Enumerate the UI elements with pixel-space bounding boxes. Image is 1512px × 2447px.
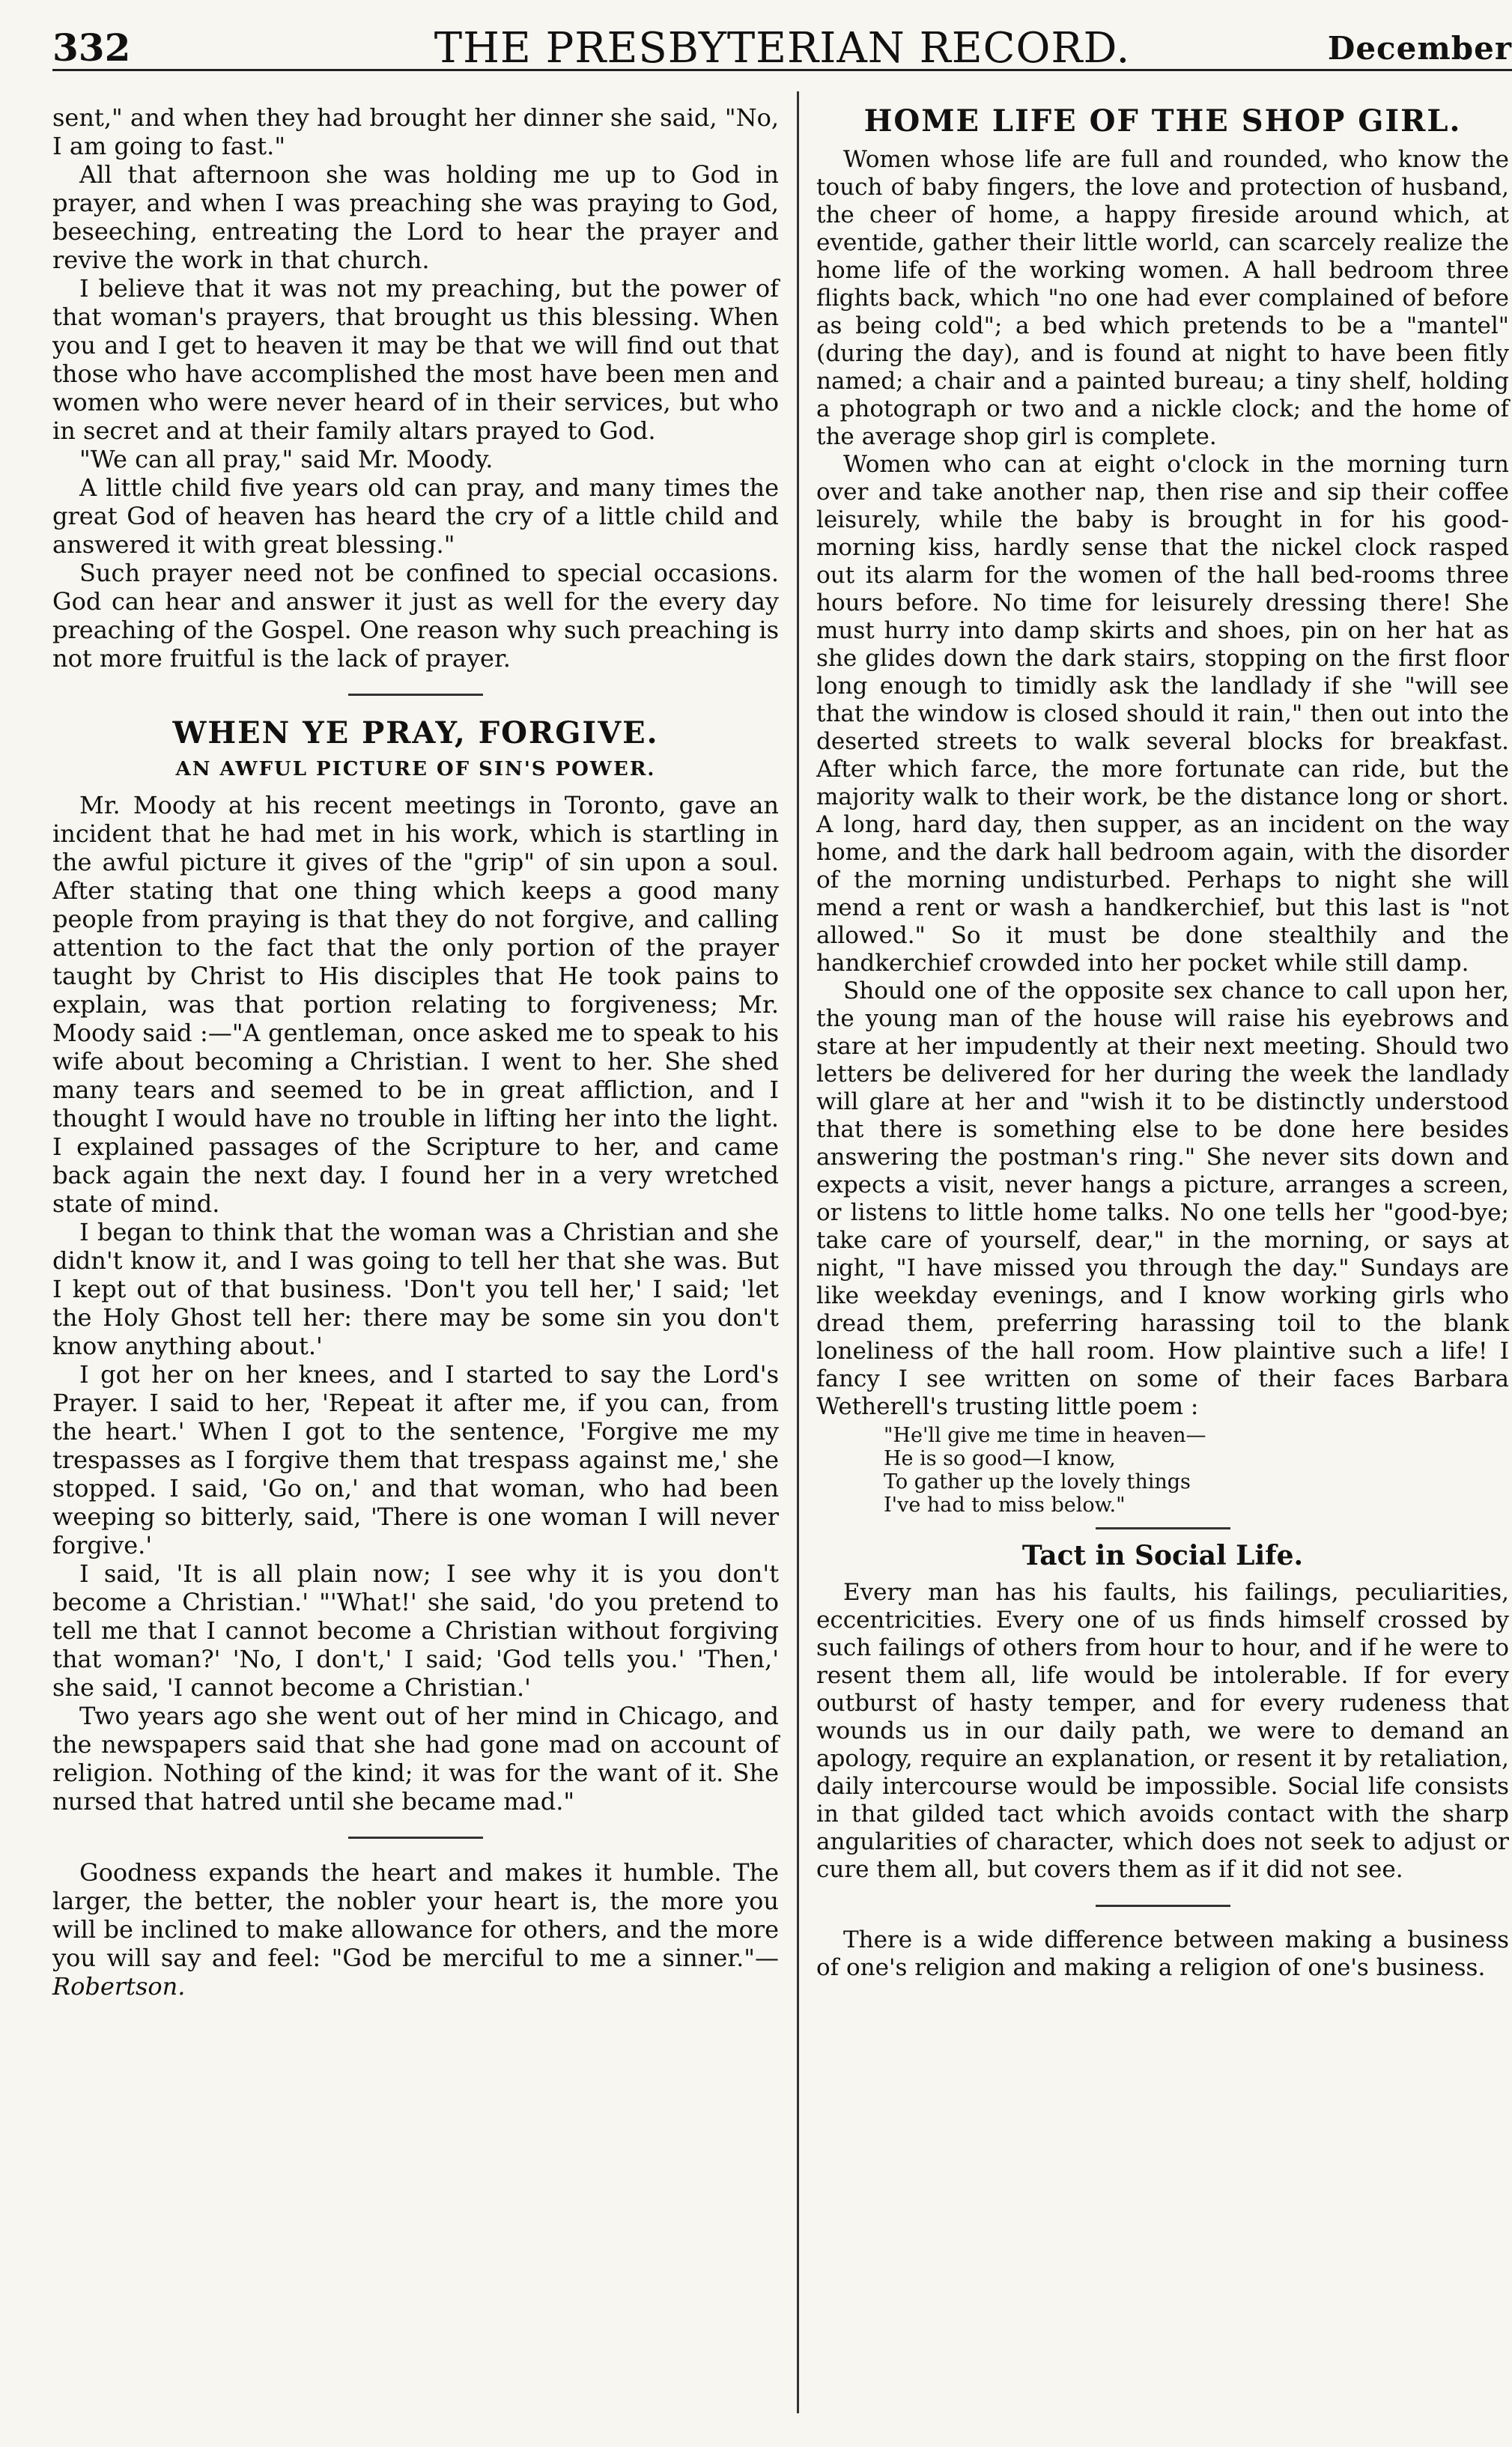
paragraph: Women whose life are full and rounded, who know the touch of baby fingers, the love and protection of husband, the cheer of home, a happy fireside around which, at eventide, gather their little world, can scarcely realize the home life of the working women. A hall bedroom three flights back, which "no one had ever complained of before as being cold"; a bed which pretends to be a "mantel" (during the day), and is found at night to have been fitly named; a chair and a painted bureau; a tiny shelf, holding a photograph or two and a nickle clock; and the home of the average shop girl is complete.	[816, 146, 1509, 450]
issue-month: December	[1327, 30, 1512, 67]
page-number: 332	[52, 25, 131, 70]
article-heading: Tact in Social Life.	[1021, 1540, 1304, 1571]
page-header	[52, 22, 1512, 71]
section-divider	[348, 1837, 483, 1839]
poem-line: To gather up the lovely things	[884, 1470, 1191, 1494]
section-divider	[1096, 1905, 1230, 1907]
paragraph: There is a wide difference between making a business of one's religion and making a religion of one's business.	[816, 1926, 1509, 1981]
paragraph: Two years ago she went out of her mind in Chicago, and the newspapers said that she had gone mad on account of religion. Nothing of the kind; it was for the want of it. She nursed that hatred until she became mad."	[52, 1702, 779, 1816]
paragraph: I got her on her knees, and I started to say the Lord's Prayer. I said to her, 'Repeat it after me, if you can, from the heart.' When I got to the sentence, 'Forgive me my trespasses as I forgive them that trespass against me,' she stopped. I said, 'Go on,' and that woman, who had been weeping so bitterly, said, 'There is one woman I will never forgive.'	[52, 1360, 779, 1559]
poem	[816, 1424, 1509, 1517]
section-divider	[348, 694, 483, 696]
paragraph: I said, 'It is all plain now; I see why it is you don't become a Christian.' "'What!' she said, 'do you pretend to tell me that I cannot become a Christian without forgiving that woman?' 'No, I don't,' I said; 'God tells you.' 'Then,' she said, 'I cannot become a Christian.'	[52, 1559, 779, 1702]
left-column	[52, 103, 779, 2001]
poem-line: He is so good—I know,	[884, 1447, 1116, 1470]
article-heading: WHEN YE PRAY, FORGIVE.	[172, 715, 659, 751]
paragraph: Such prayer need not be confined to special occasions. God can hear and answer it just as well for the every day preaching of the Gospel. One reason why such preaching is not more fruitful is the lack of prayer.	[52, 559, 779, 673]
quote-paragraph	[52, 1858, 779, 2001]
right-column	[816, 103, 1509, 1982]
paragraph: Mr. Moody at his recent meetings in Toronto, gave an incident that he had met in his work, which is startling in the awful picture it gives of the "grip" of sin upon a soul. After stating that one thing which keeps a good many people from praying is that they do not forgive, and calling attention to the fact that the only portion of the prayer taught by Christ to His disciples that He took pains to explain, was that portion relating to forgiveness; Mr. Moody said :—"A gentleman, once asked me to speak to his wife about becoming a Christian. I went to her. She shed many tears and seemed to be in great affliction, and I thought I would have no trouble in lifting her into the light. I explained passages of the Scripture to her, and came back again the next day. I found her in a very wretched state of mind.	[52, 791, 779, 1218]
running-title: THE PRESBYTERIAN RECORD.	[434, 24, 1131, 73]
column-divider-rule	[797, 91, 799, 2413]
paragraph: A little child five years old can pray, and many times the great God of heaven has heard the cry of a little child and answered it with great blessing."	[52, 473, 779, 559]
paragraph: "We can all pray," said Mr. Moody.	[79, 445, 494, 473]
article-heading: HOME LIFE OF THE SHOP GIRL.	[863, 103, 1462, 139]
poem-line: "He'll give me time in heaven—	[884, 1424, 1206, 1447]
paragraph: Women who can at eight o'clock in the morning turn over and take another nap, then rise and sip their coffee leisurely, while the baby is brought in for his good-morning kiss, hardly sense that the nickel clock rasped out its alarm for the women of the hall bed-rooms three hours before. No time for leisurely dressing there! She must hurry into damp skirts and shoes, pin on her hat as she glides down the dark stairs, stopping on the first floor long enough to timidly ask the landlady if she "will see that the window is closed should it rain," then out into the deserted streets to walk several blocks for breakfast. After which farce, the more fortunate can ride, but the majority walk to their work, be the distance long or short. A long, hard day, then supper, as an incident on the way home, and the dark hall bedroom again, with the disorder of the morning undisturbed. Perhaps to night she will mend a rent or wash a handkerchief, but this last is "not allowed." So it must be done stealthily and the handkerchief crowded into her pocket while still damp.	[816, 451, 1509, 977]
paragraph: Should one of the opposite sex chance to call upon her, the young man of the house will raise his eyebrows and stare at her impudently at their next meeting. Should two letters be delivered for her during the week the landlady will glare at her and "wish it to be distinctly understood that there is something else to be done here besides answering the postman's ring." She never sits down and expects a visit, never hangs a picture, arranges a screen, or listens to little home talks. No one tells her "good-bye; take care of yourself, dear," in the morning, or says at night, "I have missed you through the day." Sundays are like weekday evenings, and I know working girls who dread them, preferring harassing toil to the blank loneliness of the hall room. How plaintive such a life! I fancy I see written on some of their faces Barbara Wetherell's trusting little poem :	[816, 977, 1509, 1420]
article-subheading: AN AWFUL PICTURE OF SIN'S POWER.	[175, 758, 656, 780]
paragraph: sent," and when they had brought her dinner she said, "No, I am going to fast."	[52, 103, 779, 160]
paragraph: I began to think that the woman was a Christian and she didn't know it, and I was going to tell her that she was. But I kept out of that business. 'Don't you tell her,' I said; 'let the Holy Ghost tell her: there may be some sin you don't know anything about.'	[52, 1218, 779, 1360]
paragraph: All that afternoon she was holding me up to God in prayer, and when I was preaching she was praying to God, beseeching, entreating the Lord to hear the prayer and revive the work in that church.	[52, 160, 779, 274]
quote-attribution: Robertson.	[52, 1972, 186, 2001]
poem-line: I've had to miss below."	[884, 1494, 1126, 1517]
section-divider	[1096, 1527, 1230, 1529]
quote-text: Goodness expands the heart and makes it humble. The larger, the better, the nobler your heart is, the more you will be inclined to make allowance for others, and the more you will say and feel: "God be merciful to me a sinner."—	[52, 1858, 779, 1972]
paragraph: Every man has his faults, his failings, peculiarities, eccentricities. Every one of us finds himself crossed by such failings of others from hour to hour, and if he were to resent them all, life would be intolerable. If for every outburst of hasty temper, and for every rudeness that wounds us in our daily path, we were to demand an apology, require an explanation, or resent it by retaliation, daily intercourse would be impossible. Social life consists in that gilded tact which avoids contact with the sharp angularities of character, which does not seek to adjust or cure them all, but covers them as if it did not see.	[816, 1579, 1509, 1883]
paragraph: I believe that it was not my preaching, but the power of that woman's prayers, that brought us this blessing. When you and I get to heaven it may be that we will find out that those who have accomplished the most have been men and women who were never heard of in their services, but who in secret and at their family altars prayed to God.	[52, 274, 779, 445]
